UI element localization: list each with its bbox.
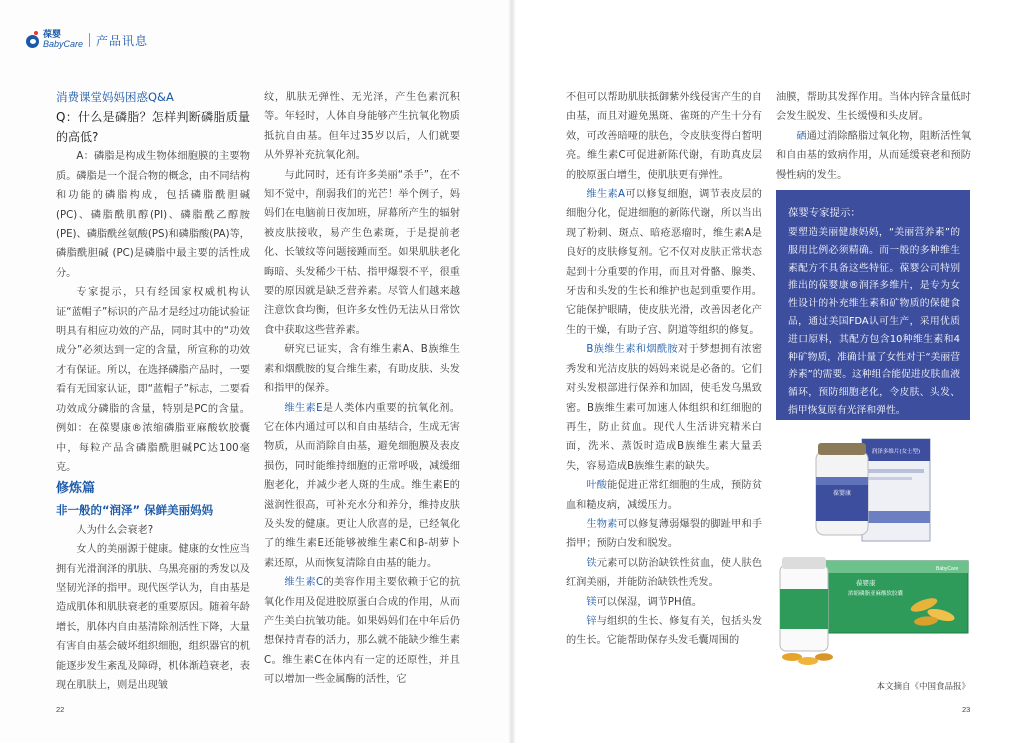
article-subtitle: 非一般的“润泽” 保鲜美丽妈妈	[56, 503, 214, 518]
chapter-title: 修炼篇	[56, 481, 96, 497]
logo-icon	[26, 31, 40, 49]
folic-acid-paragraph: 叶酸能促进正常红细胞的生成，预防贫血和糙皮病，减缓压力。	[566, 480, 763, 511]
iron-paragraph: 铁元素可以防治缺铁性贫血，使人肤色红润美丽，并能防治缺铁性秃发。	[566, 557, 763, 589]
vitamin-b-paragraph: B族维生素和烟酰胺对于梦想拥有浓密秀发和光洁皮肤的妈妈来说是必备的。它们对头发根部进行保养和加固，使毛发乌黑致密。B族维生素可加速人体组织和红细胞的再生，防止贫血。现代人生活讲究精米白面，洗米、蒸饭时造成B族维生素大量丢失，容易造成B族维生素的缺失。	[566, 344, 763, 472]
expert-tip-body: 要塑造美丽健康妈妈，“美丽营养素”的服用比例必须精确。而一般的多种维生素配方不具备这些特征。葆婴公司特别推出的葆婴康®润泽多维片，是专为女性设计的补充维生素和矿物质的保健食品，通过美国FDA认可生产，采用优质进口原料，其配方包含10种维生素和4种矿物质，准确计量了女性对于“美丽营养素”的需要。这种组合能促进皮肤血液循环，预防细胞老化，令皮肤、头发、指甲恢复原有光泽和弹性。	[788, 227, 960, 416]
answer-paragraph: A：磷脂是构成生物体细胞膜的主要物质。磷脂是一个混合物的概念，由不同结构和功能的磷脂构成，包括磷脂酰胆碱(PC)、磷脂酰肌醇(PI)、磷脂酰乙醇胺(PE)、磷脂酰丝氨酸(PS)和磷脂酸(PA)等，磷脂酰胆碱 (PC)是磷脂中最主要的活性成分。	[56, 151, 250, 279]
folic-acid-term: 叶酸	[586, 480, 608, 492]
page-fold	[508, 0, 516, 743]
product-illustration	[776, 425, 971, 670]
vitamin-e-paragraph: 维生素E是人类体内重要的抗氧化剂。它在体内通过可以和自由基结合，生成无害物质，从而消除自由基，避免细胞膜及表皮损伤，同时能维持细胞的正常呼吸，减缓细胞老化，并减少老人斑的生成。维生素E的滋润性很高，可补充水分和养分，维持皮肤及头发的健康。更让人欣喜的是，已经氧化了的维生素E还能够被维生素C和β-胡萝卜素还原，从而恢复清除自由基的能力。	[264, 402, 460, 569]
column-4	[776, 88, 971, 185]
iron-term: 铁	[586, 557, 597, 569]
vitamin-b-term: B族维生素和烟酰胺	[586, 344, 679, 356]
question: Q：什么是磷脂？怎样判断磷脂质量的高低?	[56, 110, 250, 145]
column-1	[56, 88, 250, 695]
multivitamin-product-image	[816, 439, 930, 541]
vitamin-a-term: 维生素A	[586, 189, 625, 201]
expert-tip-paragraph: 专家提示，只有经国家权威机构认证“蓝帽子”标识的产品才是经过功能试验证明具有相应功效的产品，同时其中的“功效成分”必须达到一定的含量，所宣称的功效才有保证。所以，在选择磷脂产品时，一要看有无国家认证，即“蓝帽子”标志，二要看功效成分磷脂的含量，特别是PC的含量。例如：在葆婴康®浓缩磷脂亚麻酸软胶囊中，每粒产品含磷脂酰胆碱PC达100毫克。	[56, 287, 250, 473]
lead-question: 人为什么会衰老?	[76, 524, 154, 536]
qa-heading: 消费课堂妈妈困惑Q&A	[56, 90, 174, 104]
logo-en-text: BabyCare	[43, 39, 84, 49]
vitamin-a-paragraph: 维生素A可以修复细胞，调节表皮层的细胞分化，促进细胞的新陈代谢，所以当出现了粉刺、斑点、暗疮恶瘤时，维生素A是良好的皮肤修复剂。它不仅对皮肤正常状态起到十分重要的作用，而且对骨骼、腺类、牙齿和头发的生长和维护也起到重要作用。它能保护眼睛，使皮肤光滑，改善因老化产生的干燥，有助子宫、阴道等组织的修复。	[566, 189, 762, 336]
selenium-paragraph: 硒通过消除酪脂过氧化物，阻断活性氧和自由基的致病作用，从而延缓衰老和预防慢性病的发生。	[776, 130, 972, 181]
vitamin-e-term: 维生素E	[284, 402, 323, 414]
expert-tip-box	[776, 190, 970, 420]
vitamin-c-paragraph: 维生素C的美容作用主要依赖于它的抗氧化作用及促进胶原蛋白合成的作用，从而产生美白抗皱功能。如果妈妈们在中年后仍想保持青春的活力，那么就不能缺少维生素C。维生素C在体内有一定的还原性，并且可以增加一些金属酶的活性，它	[264, 577, 461, 686]
babycare-logo	[26, 31, 83, 49]
body-paragraph: 与此同时，还有许多美丽“杀手”，在不知不觉中，削弱我们的光芒！举个例子，妈妈们在电脑前日夜加班，屏幕所产生的辐射被皮肤接收，易产生色素斑，于是提前老化、长皱纹等问题接踵而至。如果肌肤老化晦暗、头发稀少干枯、指甲爆裂不平，很重要的原因就是缺乏营养素。尽管人们越来越注意饮食均衡，但许多女性仍无法从日常饮食中获取这些营养素。	[264, 169, 460, 336]
product-2-brand: 葆婴康	[856, 579, 876, 587]
product-2-name: 浓缩磷脂亚麻酸软胶囊	[848, 591, 904, 597]
product-images	[776, 425, 971, 670]
selenium-term: 硒	[796, 130, 807, 142]
product-1-brand: 葆婴康	[832, 490, 852, 497]
header-divider	[89, 33, 90, 47]
product-1-name: 润泽多维片(女士型)	[871, 449, 921, 455]
body-paragraph: 不但可以帮助肌肤抵御紫外线侵害产生的自由基，而且对避免黑斑、雀斑的产生十分有效，可改善暗哑的肤色，令皮肤变得白皙明亮。维生素C可促进新陈代谢，有助真皮层的胶原蛋白增生，使肌肤更有弹性。	[566, 92, 762, 181]
page-number-right: 23	[962, 705, 971, 714]
biotin-term: 生物素	[586, 518, 618, 530]
biotin-paragraph: 生物素可以修复薄弱爆裂的脚趾甲和手指甲；预防白发和脱发。	[566, 518, 763, 550]
phospholipid-product-image	[780, 557, 968, 665]
expert-tip-title: 葆婴专家提示：	[788, 207, 861, 219]
section-title: 产品讯息	[96, 33, 149, 48]
body-paragraph: 油膜，帮助其发挥作用。当体内锌含量低时会发生脱发、生长缓慢和头皮屑。	[776, 92, 971, 123]
magnesium-term: 镁	[586, 596, 597, 608]
source-credit: 本文摘自《中国食品报》	[876, 682, 970, 692]
column-3	[566, 88, 762, 651]
body-paragraph: 研究已证实，含有维生素A、B族维生素和烟酰胺的复合维生素，有助皮肤、头发和指甲的保养。	[264, 344, 460, 395]
zinc-term: 锌	[586, 615, 597, 627]
zinc-paragraph: 锌与组织的生长、修复有关，包括头发的生长。它能帮助保存头发毛囊周围的	[566, 615, 763, 647]
magnesium-paragraph: 镁可以保湿，调节PH值。	[586, 596, 703, 608]
product-2-label: BabyCare	[936, 566, 959, 572]
logo-cn-text: 葆婴	[43, 30, 62, 40]
vitamin-c-term: 维生素C	[284, 577, 324, 589]
page-number-left: 22	[56, 705, 65, 714]
header	[26, 27, 148, 53]
column-2	[264, 88, 460, 690]
body-paragraph: 女人的美丽源于健康。健康的女性应当拥有光滑润泽的肌肤、乌黑亮丽的秀发以及坚韧光泽的指甲。现代医学认为，自由基是造成肌体和肌肤衰老的重要原因。随着年龄增长，肌体内自由基清除剂活性下降，大量有害自由基会破坏组织细胞，组织器官的机能逐步发生紊乱及障碍，机体渐趋衰老，表现在肌肤上，则是出现皱	[56, 544, 250, 691]
body-paragraph: 纹，肌肤无弹性、无光泽，产生色素沉积等。年轻时，人体自身能够产生抗氧化物质抵抗自由基。但年过35岁以后，人们就要从外界补充抗氧化剂。	[264, 92, 460, 162]
